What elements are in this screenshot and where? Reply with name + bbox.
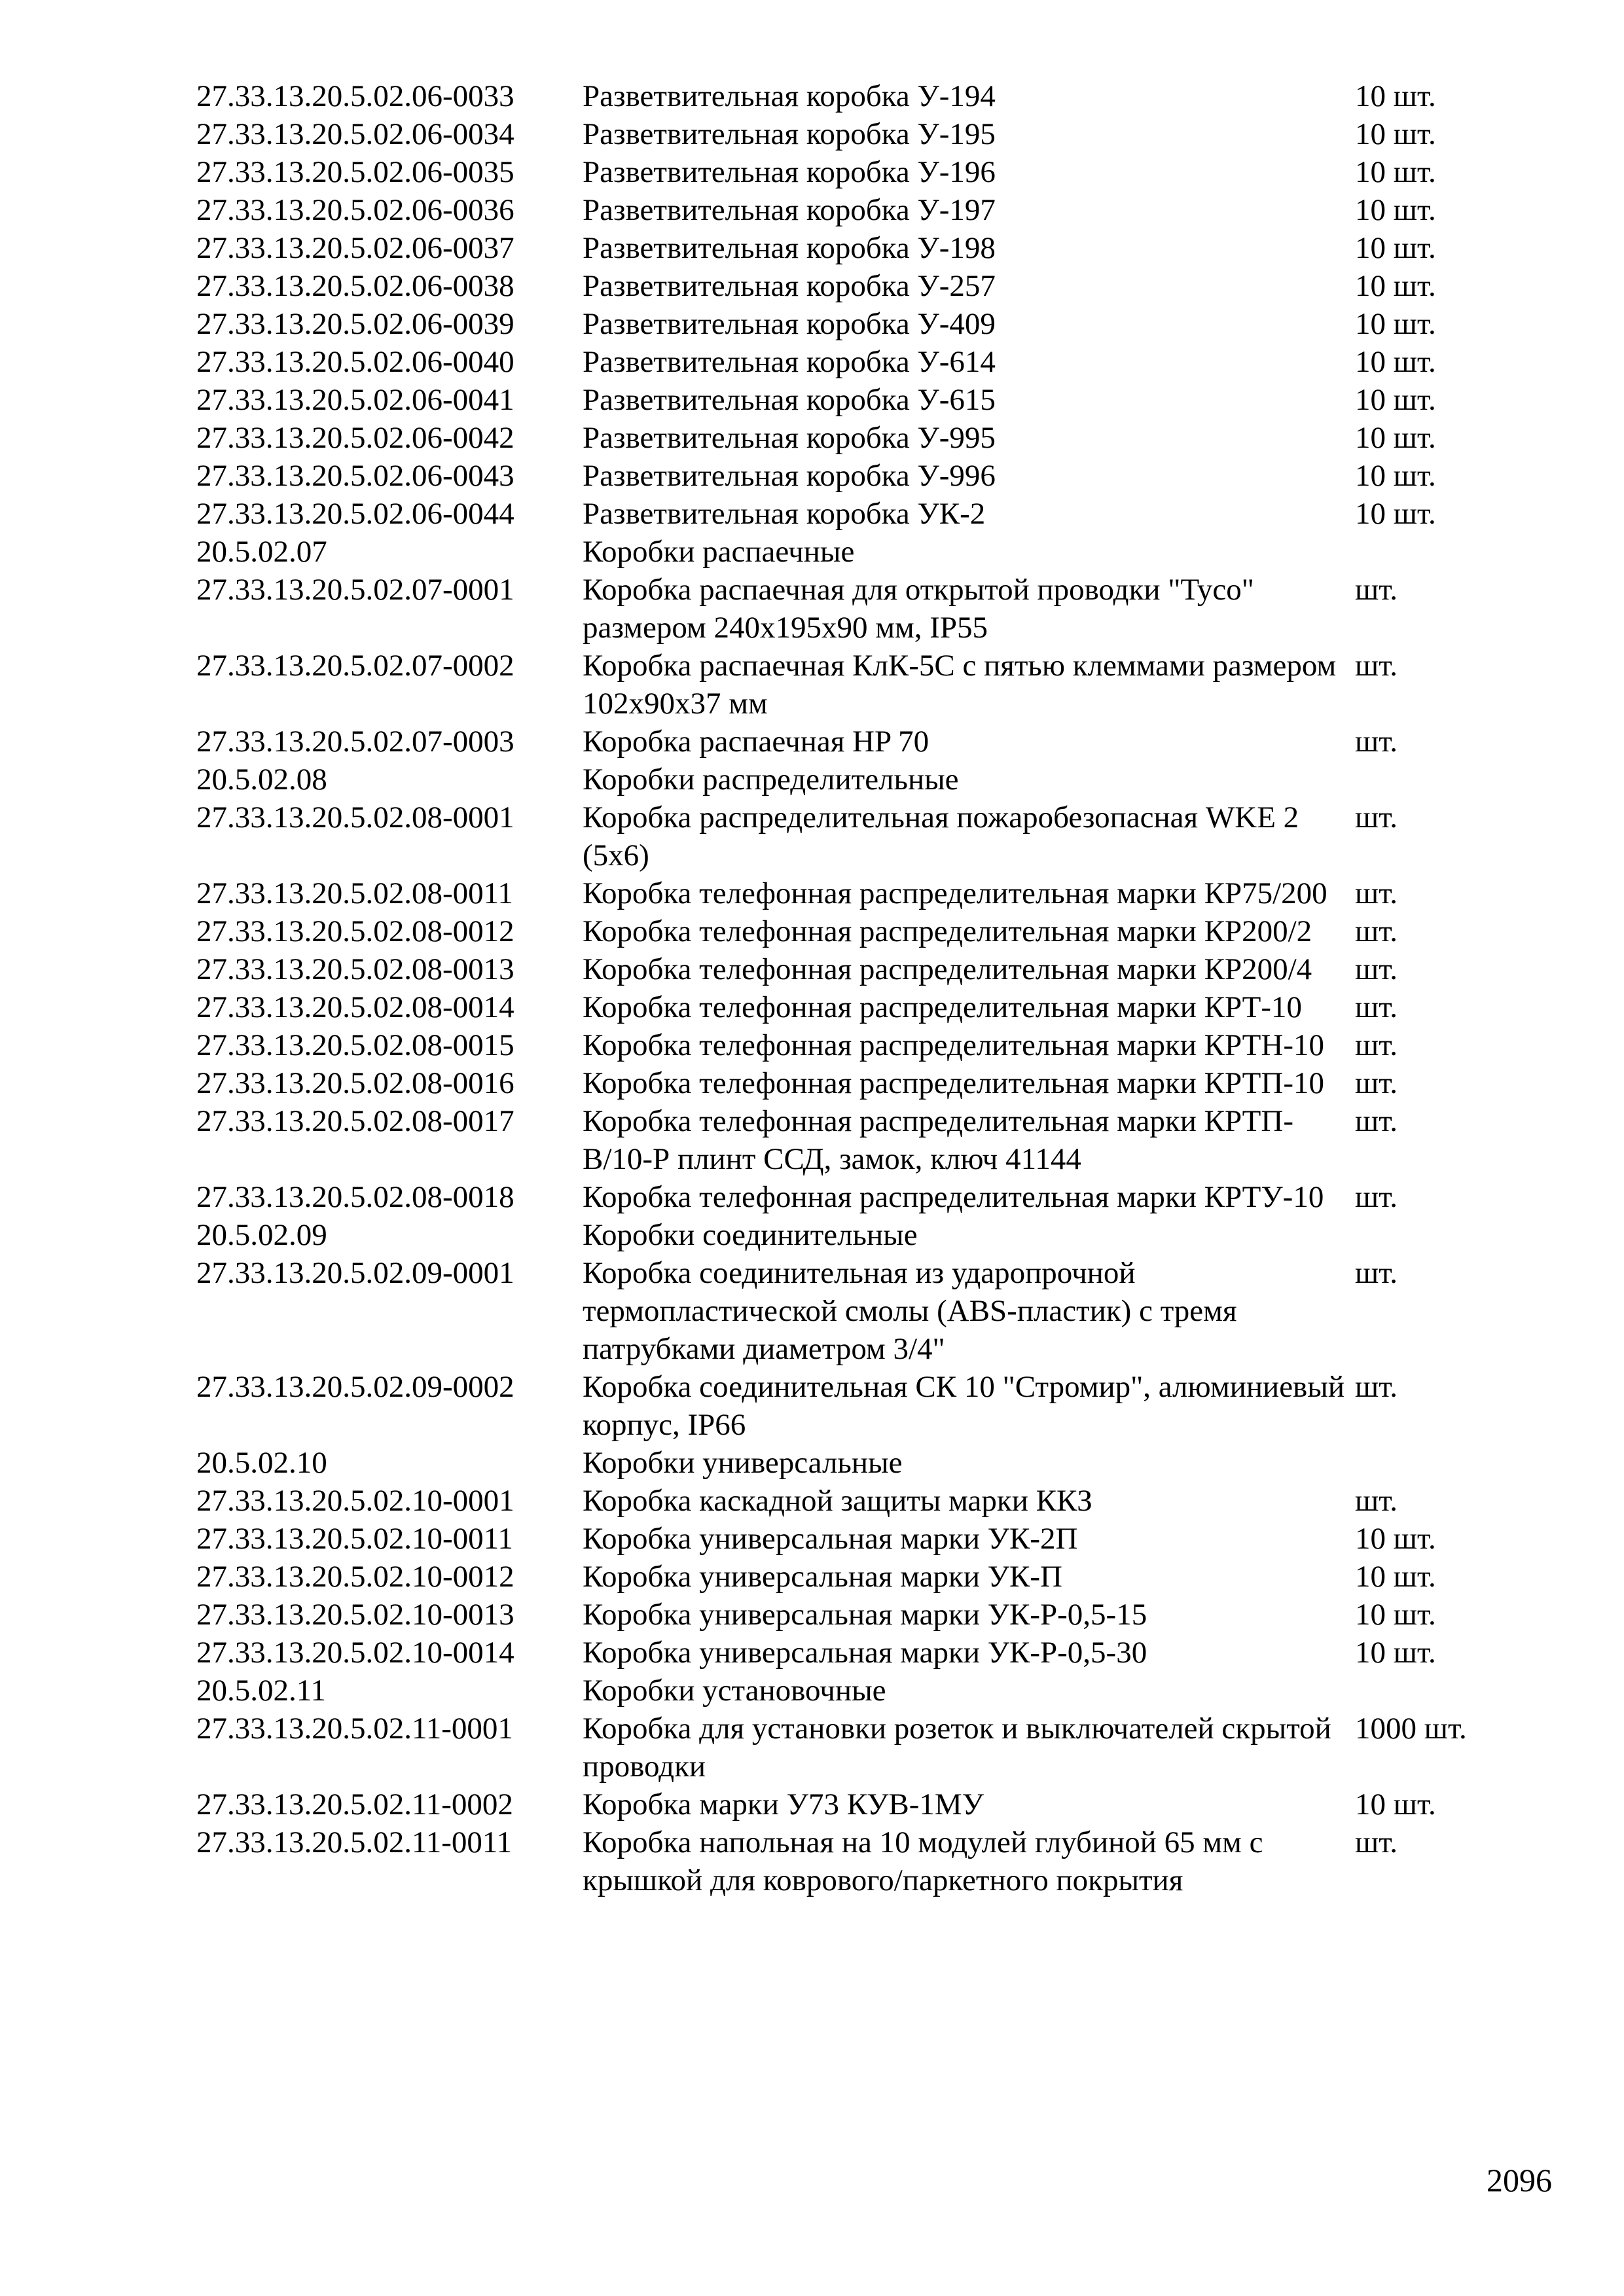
resource-name: Коробка соединительная из ударопрочной термопластической смолы (ABS-пластик) с тремя патрубками диаметром 3/4"	[583, 1256, 1237, 1366]
resource-code: 20.5.02.10	[196, 1446, 327, 1480]
resource-name: Разветвительная коробка У-995	[583, 421, 996, 455]
resource-unit: шт.	[1355, 1180, 1398, 1214]
resource-name: Коробки соединительные	[583, 1218, 918, 1252]
resource-name: Коробка распаечная КлК-5С с пятью клеммами размером 102х90х37 мм	[583, 649, 1337, 721]
resource-code: 27.33.13.20.5.02.06-0039	[196, 307, 514, 341]
resource-name: Коробка распаечная для открытой проводки "Tyco" размером 240х195х90 мм, IP55	[583, 573, 1254, 645]
resource-list	[196, 77, 1506, 1899]
resource-code: 27.33.13.20.5.02.11-0002	[196, 1787, 513, 1821]
resource-unit: шт.	[1355, 1370, 1398, 1404]
resource-row	[196, 1710, 1506, 1785]
resource-unit: 10 шт.	[1355, 117, 1436, 151]
resource-code: 27.33.13.20.5.02.09-0002	[196, 1370, 514, 1404]
resource-row	[196, 950, 1506, 988]
resource-name: Разветвительная коробка УК-2	[583, 497, 986, 531]
resource-code: 27.33.13.20.5.02.06-0034	[196, 117, 514, 151]
resource-name: Коробка телефонная распределительная марки КР200/4	[583, 952, 1312, 986]
resource-unit: 10 шт.	[1355, 459, 1436, 493]
resource-row	[196, 798, 1506, 874]
resource-code: 20.5.02.07	[196, 535, 327, 569]
resource-name: Разветвительная коробка У-195	[583, 117, 996, 151]
resource-name: Разветвительная коробка У-615	[583, 383, 996, 417]
resource-name: Коробка соединительная СК 10 "Стромир", алюминиевый корпус, IP66	[583, 1370, 1344, 1442]
resource-unit: 10 шт.	[1355, 193, 1436, 227]
resource-unit: шт.	[1355, 1825, 1398, 1859]
resource-name: Коробка телефонная распределительная марки КРТП-10	[583, 1066, 1324, 1100]
resource-code: 27.33.13.20.5.02.06-0041	[196, 383, 514, 417]
resource-name: Разветвительная коробка У-409	[583, 307, 996, 341]
resource-name: Коробка распределительная пожаробезопасная WKE 2 (5х6)	[583, 800, 1299, 872]
resource-name: Коробка телефонная распределительная марки КР200/2	[583, 914, 1312, 948]
resource-row	[196, 1178, 1506, 1216]
resource-unit: 10 шт.	[1355, 269, 1436, 303]
resource-code: 27.33.13.20.5.02.10-0001	[196, 1484, 514, 1518]
resource-row	[196, 457, 1506, 495]
resource-row	[196, 495, 1506, 533]
resource-row	[196, 1026, 1506, 1064]
resource-unit: 10 шт.	[1355, 1636, 1436, 1670]
resource-unit: 10 шт.	[1355, 1522, 1436, 1556]
resource-unit: шт.	[1355, 649, 1398, 683]
resource-code: 27.33.13.20.5.02.06-0035	[196, 155, 514, 189]
resource-row	[196, 1634, 1506, 1672]
resource-unit: 10 шт.	[1355, 421, 1436, 455]
resource-code: 27.33.13.20.5.02.08-0018	[196, 1180, 514, 1214]
resource-row	[196, 191, 1506, 229]
resource-code: 27.33.13.20.5.02.07-0002	[196, 649, 514, 683]
resource-name: Коробки универсальные	[583, 1446, 903, 1480]
resource-name: Коробка универсальная марки УК-Р-0,5-30	[583, 1636, 1147, 1670]
resource-code: 20.5.02.09	[196, 1218, 327, 1252]
resource-row	[196, 647, 1506, 723]
resource-name: Коробки распаечные	[583, 535, 855, 569]
resource-name: Разветвительная коробка У-196	[583, 155, 996, 189]
resource-name: Коробки установочные	[583, 1674, 886, 1708]
resource-code: 27.33.13.20.5.02.08-0016	[196, 1066, 514, 1100]
resource-name: Разветвительная коробка У-197	[583, 193, 996, 227]
resource-code: 27.33.13.20.5.02.10-0014	[196, 1636, 514, 1670]
resource-row	[196, 343, 1506, 381]
resource-unit: 1000 шт.	[1355, 1712, 1467, 1746]
resource-unit: шт.	[1355, 990, 1398, 1024]
resource-code: 27.33.13.20.5.02.08-0017	[196, 1104, 514, 1138]
resource-code: 27.33.13.20.5.02.07-0003	[196, 725, 514, 759]
resource-name: Коробка телефонная распределительная марки КРТ-10	[583, 990, 1303, 1024]
resource-row	[196, 1102, 1506, 1178]
resource-unit: 10 шт.	[1355, 345, 1436, 379]
resource-name: Разветвительная коробка У-194	[583, 79, 996, 113]
resource-unit: шт.	[1355, 876, 1398, 910]
group-row	[196, 1672, 1506, 1710]
resource-code: 27.33.13.20.5.02.10-0012	[196, 1560, 514, 1594]
resource-row	[196, 1368, 1506, 1444]
resource-unit: шт.	[1355, 1484, 1398, 1518]
resource-unit: 10 шт.	[1355, 231, 1436, 265]
group-row	[196, 1444, 1506, 1482]
group-row	[196, 761, 1506, 798]
resource-code: 27.33.13.20.5.02.06-0033	[196, 79, 514, 113]
resource-code: 27.33.13.20.5.02.08-0013	[196, 952, 514, 986]
resource-name: Разветвительная коробка У-996	[583, 459, 996, 493]
resource-name: Коробка универсальная марки УК-П	[583, 1560, 1062, 1594]
resource-unit: шт.	[1355, 1256, 1398, 1290]
resource-row	[196, 723, 1506, 761]
resource-unit: шт.	[1355, 914, 1398, 948]
resource-code: 27.33.13.20.5.02.08-0014	[196, 990, 514, 1024]
resource-row	[196, 229, 1506, 267]
resource-code: 27.33.13.20.5.02.11-0011	[196, 1825, 513, 1859]
resource-unit: 10 шт.	[1355, 1787, 1436, 1821]
resource-unit: 10 шт.	[1355, 497, 1436, 531]
resource-name: Коробка универсальная марки УК-2П	[583, 1522, 1078, 1556]
resource-unit: 10 шт.	[1355, 1598, 1436, 1632]
resource-name: Коробка для установки розеток и выключателей скрытой проводки	[583, 1712, 1331, 1784]
resource-row	[196, 1596, 1506, 1634]
resource-unit: шт.	[1355, 1028, 1398, 1062]
resource-name: Разветвительная коробка У-257	[583, 269, 996, 303]
resource-row	[196, 1558, 1506, 1596]
resource-row	[196, 267, 1506, 305]
resource-unit: 10 шт.	[1355, 79, 1436, 113]
resource-code: 20.5.02.11	[196, 1674, 327, 1708]
page-number: 2096	[1487, 2162, 1552, 2198]
resource-row	[196, 1520, 1506, 1558]
resource-row	[196, 571, 1506, 647]
resource-unit: 10 шт.	[1355, 307, 1436, 341]
resource-unit: 10 шт.	[1355, 155, 1436, 189]
resource-code: 27.33.13.20.5.02.06-0044	[196, 497, 514, 531]
resource-code: 27.33.13.20.5.02.06-0042	[196, 421, 514, 455]
group-row	[196, 533, 1506, 571]
resource-code: 20.5.02.08	[196, 762, 327, 797]
resource-name: Коробка напольная на 10 модулей глубиной 65 мм с крышкой для коврового/паркетного покрытия	[583, 1825, 1263, 1897]
resource-code: 27.33.13.20.5.02.08-0011	[196, 876, 513, 910]
resource-name: Коробка распаечная HP 70	[583, 725, 929, 759]
resource-unit: 10 шт.	[1355, 1560, 1436, 1594]
resource-row	[196, 1823, 1506, 1899]
resource-unit: шт.	[1355, 1066, 1398, 1100]
resource-row	[196, 1482, 1506, 1520]
resource-row	[196, 988, 1506, 1026]
resource-name: Коробка марки У73 КУВ-1МУ	[583, 1787, 984, 1821]
resource-code: 27.33.13.20.5.02.07-0001	[196, 573, 514, 607]
resource-unit: шт.	[1355, 1104, 1398, 1138]
resource-row	[196, 77, 1506, 115]
resource-unit: 10 шт.	[1355, 383, 1436, 417]
resource-row	[196, 1064, 1506, 1102]
resource-code: 27.33.13.20.5.02.09-0001	[196, 1256, 514, 1290]
resource-code: 27.33.13.20.5.02.06-0040	[196, 345, 514, 379]
resource-unit: шт.	[1355, 725, 1398, 759]
resource-code: 27.33.13.20.5.02.10-0011	[196, 1522, 513, 1556]
resource-unit: шт.	[1355, 952, 1398, 986]
resource-name: Коробка универсальная марки УК-Р-0,5-15	[583, 1598, 1147, 1632]
resource-code: 27.33.13.20.5.02.06-0036	[196, 193, 514, 227]
resource-row	[196, 874, 1506, 912]
resource-name: Коробки распределительные	[583, 762, 959, 797]
resource-name: Разветвительная коробка У-198	[583, 231, 996, 265]
resource-row	[196, 381, 1506, 419]
resource-name: Коробка телефонная распределительная марки КРТП-В/10-Р плинт ССД, замок, ключ 41144	[583, 1104, 1293, 1176]
resource-name: Коробка телефонная распределительная марки КРТН-10	[583, 1028, 1324, 1062]
resource-code: 27.33.13.20.5.02.08-0001	[196, 800, 514, 834]
resource-code: 27.33.13.20.5.02.06-0037	[196, 231, 514, 265]
resource-row	[196, 1785, 1506, 1823]
resource-row	[196, 153, 1506, 191]
resource-code: 27.33.13.20.5.02.06-0043	[196, 459, 514, 493]
resource-row	[196, 912, 1506, 950]
resource-name: Коробка телефонная распределительная марки КРТУ-10	[583, 1180, 1324, 1214]
resource-unit: шт.	[1355, 573, 1398, 607]
resource-row	[196, 305, 1506, 343]
resource-row	[196, 1254, 1506, 1368]
resource-row	[196, 115, 1506, 153]
resource-code: 27.33.13.20.5.02.08-0015	[196, 1028, 514, 1062]
group-row	[196, 1216, 1506, 1254]
resource-code: 27.33.13.20.5.02.11-0001	[196, 1712, 513, 1746]
resource-code: 27.33.13.20.5.02.10-0013	[196, 1598, 514, 1632]
resource-code: 27.33.13.20.5.02.06-0038	[196, 269, 514, 303]
resource-unit: шт.	[1355, 800, 1398, 834]
resource-row	[196, 419, 1506, 457]
resource-name: Коробка телефонная распределительная марки КР75/200	[583, 876, 1327, 910]
resource-name: Коробка каскадной защиты марки ККЗ	[583, 1484, 1092, 1518]
resource-code: 27.33.13.20.5.02.08-0012	[196, 914, 514, 948]
resource-name: Разветвительная коробка У-614	[583, 345, 996, 379]
